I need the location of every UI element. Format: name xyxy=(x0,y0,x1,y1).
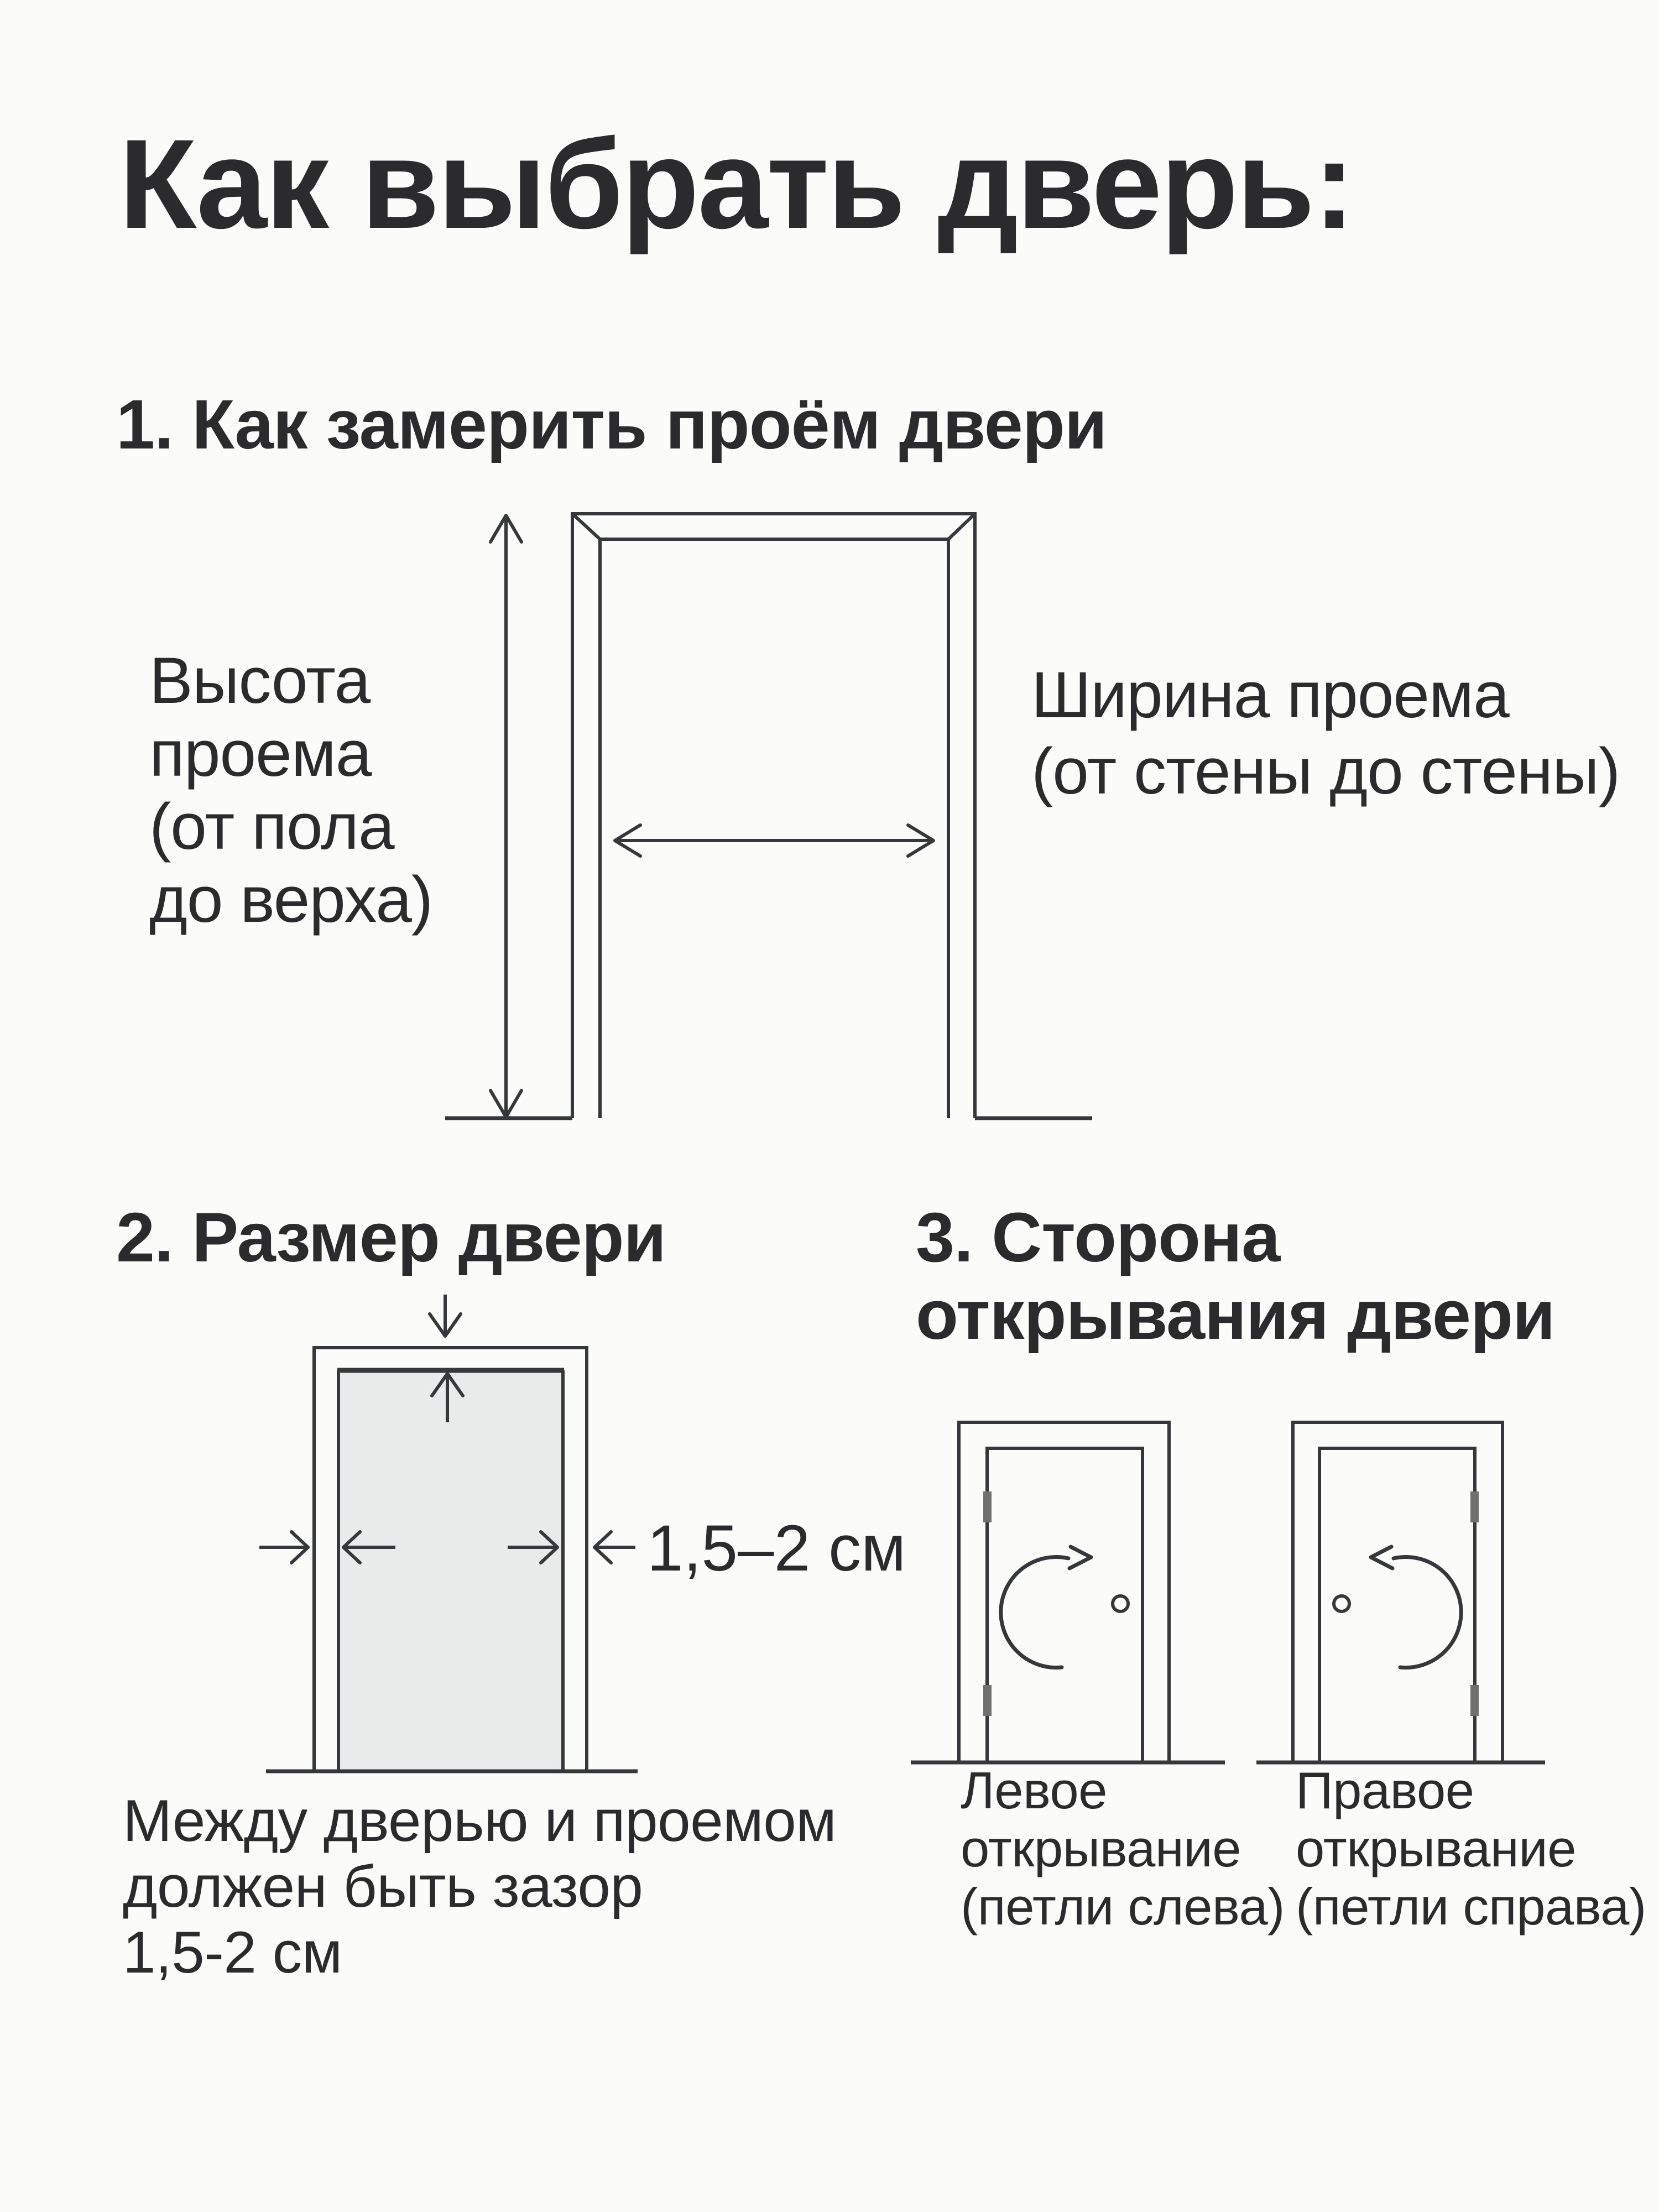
right-opening-label-line: (петли справа) xyxy=(1296,1877,1646,1936)
right-opening-label-line: Правое xyxy=(1296,1761,1474,1819)
height-label-line: (от пола xyxy=(149,790,394,863)
section2-heading: 2. Размер двери xyxy=(116,1198,666,1276)
page-title: Как выбрать дверь: xyxy=(119,113,1354,255)
left-opening-label-line: открывание xyxy=(961,1819,1241,1877)
right-door-swing-arc xyxy=(1394,1557,1461,1668)
section1-heading: 1. Как замерить проём двери xyxy=(116,385,1107,463)
door-leaf xyxy=(338,1370,563,1771)
doorframe-mitre-right xyxy=(948,514,975,539)
left-door-swing-arc xyxy=(1001,1557,1068,1668)
left-door-knob xyxy=(1113,1596,1128,1611)
height-label xyxy=(149,644,432,936)
left-door-hinge-top xyxy=(983,1491,992,1522)
section3-heading-line: 3. Сторона xyxy=(916,1198,1280,1276)
right-door-hinge-top xyxy=(1470,1491,1479,1522)
right-door-hinge-bottom xyxy=(1470,1685,1479,1716)
gap-caption xyxy=(123,1788,836,1985)
opening-side-diagram xyxy=(885,1405,1604,1781)
right-door-swing-arrow-head xyxy=(1371,1547,1392,1568)
left-opening-label-line: (петли слева) xyxy=(961,1877,1285,1936)
section3-heading xyxy=(916,1199,1554,1354)
left-opening-label xyxy=(961,1761,1285,1936)
height-label-line: Высота xyxy=(149,644,371,717)
width-label xyxy=(1031,657,1620,810)
left-door-swing-arrow-head xyxy=(1070,1547,1091,1568)
section3-heading-line: открывания двери xyxy=(916,1276,1555,1354)
left-opening-label-line: Левое xyxy=(961,1761,1107,1819)
gap-caption-line: 1,5-2 см xyxy=(123,1919,342,1985)
right-opening-label xyxy=(1296,1761,1646,1936)
right-opening-label-line: открывание xyxy=(1296,1819,1577,1877)
doorframe-mitre-left xyxy=(572,514,600,539)
door-size-diagram xyxy=(221,1283,664,1781)
left-door-hinge-bottom xyxy=(983,1685,992,1716)
width-label-line: (от стены до стены) xyxy=(1031,735,1620,808)
height-label-line: проема xyxy=(149,717,372,790)
height-label-line: до верха) xyxy=(149,863,433,936)
gap-size-label: 1,5–2 см xyxy=(647,1512,906,1585)
gap-caption-line: Между дверью и проемом xyxy=(123,1787,837,1854)
width-label-line: Ширина проема xyxy=(1031,659,1509,732)
gap-caption-line: должен быть зазор xyxy=(123,1853,643,1919)
right-door-knob xyxy=(1334,1596,1349,1611)
